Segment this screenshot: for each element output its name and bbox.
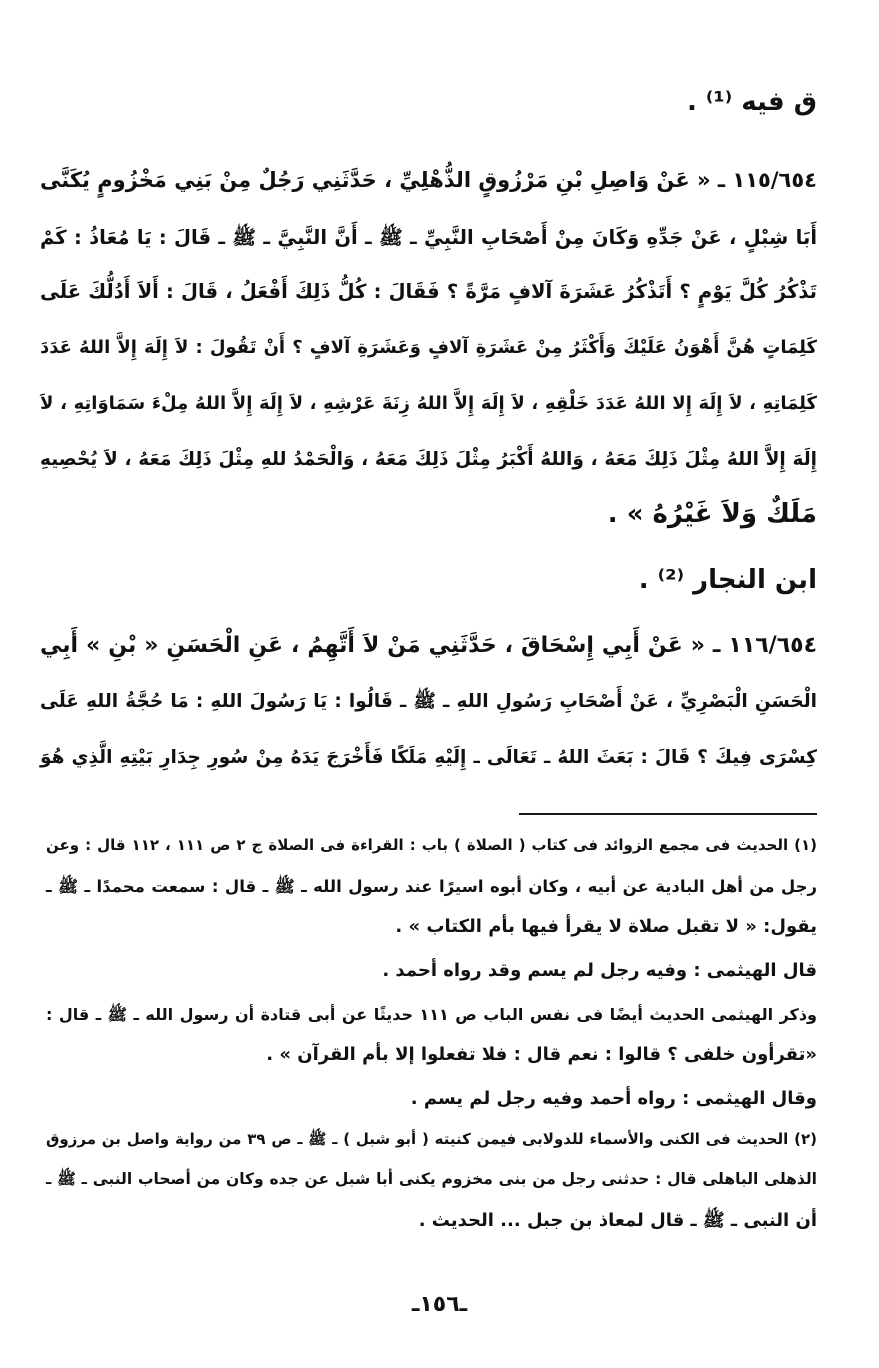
text-line: ق فيه ⁽¹⁾ . [686, 87, 817, 117]
text-line: مَلَكٌ وَلاَ غَيْرُهُ » . [607, 499, 817, 529]
text-line: الْحَسَنِ الْبَصْرِيِّ ، عَنْ أَصْحَابِ رَسُولِ اللهِ ـ ﷺ ـ قَالُوا : يَا رَسُولَ اللهِ : مَا حُجَّةُ اللهِ عَلَى [40, 691, 817, 712]
footnote-line: (٢) الحديث فى الكنى والأسماء للدولابى فيمن كنيته ( أبو شبل ) ـ ﷺ ـ ص ٣٩ من رواية واصل بن مرزوق [46, 1130, 817, 1148]
footnote-line: أن النبى ـ ﷺ ـ قال لمعاذ بن جبل ... الحديث . [418, 1210, 817, 1231]
text-line: تَذْكُرُ كُلَّ يَوْمٍ ؟ أَتَذْكُرُ عَشَرَةَ آلافٍ مَرَّةً ؟ فَقَالَ : كُلُّ ذَلِكَ أَفْعَلُ ، قَالَ : أَلاَ أَدُلُّكَ عَلَى [40, 280, 817, 303]
text-line: كَلِمَاتٍ هُنَّ أَهْوَنُ عَلَيْكَ وَأَكْثَرُ مِنْ عَشَرَةِ آلافٍ وَعَشَرَةِ آلافٍ ؟ أَنْ تَقُولَ : لاَ إِلَهَ إِلاَّ اللهُ عَدَدَ [40, 337, 817, 358]
footnote-line: وذكر الهيثمى الحديث أيضًا فى نفس الباب ص ١١١ حديثًا عن أبى قتادة أن رسول الله ـ ﷺ ـ قال : [46, 1005, 818, 1024]
text-line: إِلَهَ إِلاَّ اللهُ مِثْلَ ذَلِكَ مَعَهُ ، وَاللهُ أَكْبَرُ مِثْلَ ذَلِكَ مَعَهُ ، وَالْحَمْدُ للهِ مِثْلَ ذَلِكَ مَعَهُ ، لاَ يُحْصِيهِ [40, 449, 817, 470]
footnote-line: الذهلى الباهلى قال : حدثنى رجل من بنى مخزوم يكنى أبا شبل عن جده وكان من أصحاب النبى ـ ﷺ ـ [46, 1170, 817, 1188]
text-line: ١١٦/٦٥٤ ـ « عَنْ أَبِي إِسْحَاقَ ، حَدَّثَنِي مَنْ لاَ أَتَّهِمُ ، عَنِ الْحَسَنِ « بْنِ » أَبِي [40, 633, 817, 658]
text-line: ابن النجار ⁽²⁾ . [638, 565, 817, 595]
text-line: ١١٥/٦٥٤ ـ « عَنْ وَاصِلِ بْنِ مَرْزُوقٍ الذُّهْلِيِّ ، حَدَّثَنِي رَجُلٌ مِنْ بَنِي مَخْزُومٍ يُكَنَّى [40, 168, 817, 192]
footnote-line: وقال الهيثمى : رواه أحمد وفيه رجل لم يسم . [410, 1088, 817, 1109]
footnote-line: قال الهيثمى : وفيه رجل لم يسم وقد رواه أحمد . [382, 960, 817, 981]
text-line: كِسْرَى فِيكَ ؟ قَالَ : بَعَثَ اللهُ ـ تَعَالَى ـ إِلَيْهِ مَلَكًا فَأَخْرَجَ يَدَهُ مِنْ سُورِ جِدَارِ بَيْتِهِ الَّذِي هُوَ [40, 747, 817, 768]
text-line: كَلِمَاتِهِ ، لاَ إِلَهَ إِلا اللهُ عَدَدَ خَلْقِهِ ، لاَ إِلَهَ إِلاَّ اللهُ زِنَةَ عَرْشِهِ ، لاَ إِلَهَ إِلاَّ اللهُ مِلْءَ سَمَاوَاتِهِ ، لاَ [40, 393, 817, 414]
page-number: ـ١٥٦ـ [411, 1292, 468, 1317]
footnote-line: يقول: « لا تقبل صلاة لا يقرأ فيها بأم الكتاب » . [395, 916, 817, 937]
footnote-line: «تقرأون خلفى ؟ قالوا : نعم قال : فلا تفعلوا إلا بأم القرآن » . [266, 1044, 817, 1065]
footnote-line: رجل من أهل البادية عن أبيه ، وكان أبوه اسيرًا عند رسول الله ـ ﷺ ـ قال : سمعت محمدًا ـ ﷺ ـ [46, 877, 817, 896]
footnote-separator [519, 813, 817, 815]
text-line: أَبَا شِبْلٍ ، عَنْ جَدِّهِ وَكَانَ مِنْ أَصْحَابِ النَّبِيِّ ـ ﷺ ـ أَنَّ النَّبِيَّ ـ ﷺ ـ قَالَ : يَا مُعَاذُ : كَمْ [40, 226, 817, 249]
footnote-line: (١) الحديث فى مجمع الزوائد فى كتاب ( الصلاة ) باب : القراءة فى الصلاة ج ٢ ص ١١١ ، ١١٢ قال : وعن [46, 836, 817, 854]
